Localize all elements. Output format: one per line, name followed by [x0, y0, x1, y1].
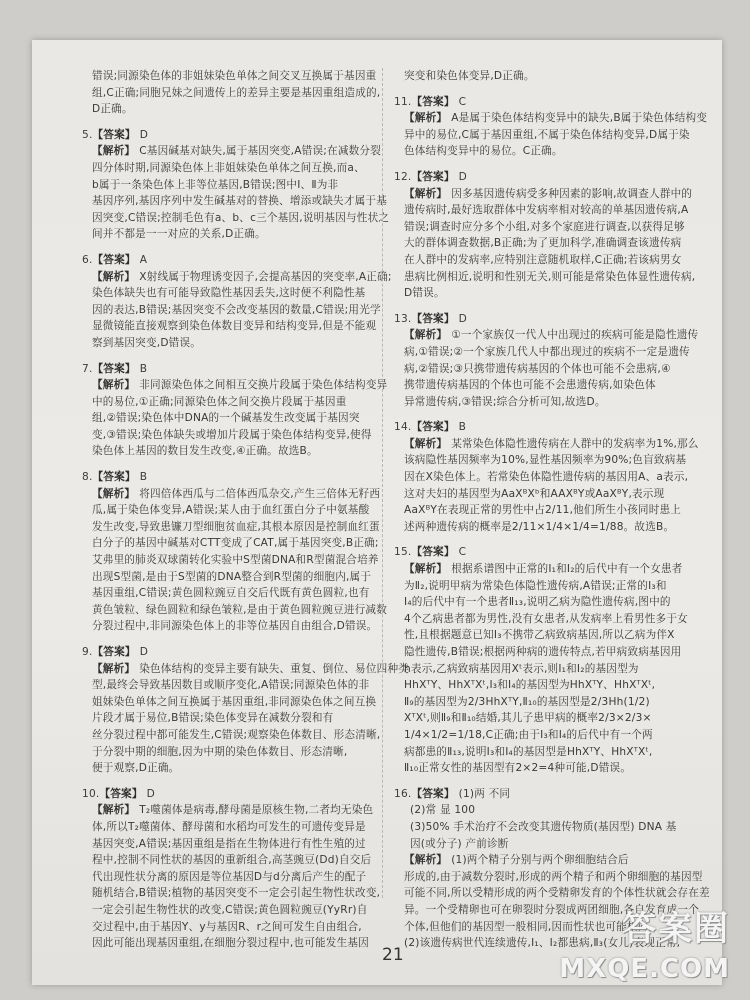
watermark-url: MXQE.COM — [559, 954, 730, 984]
question-number: 11. — [394, 95, 412, 108]
answer-tag: 【答案】 — [411, 787, 455, 800]
answer-line — [82, 644, 370, 661]
text-line: 异常遗传病,③错误;综合分析可知,故选D。 — [404, 395, 606, 408]
right-column — [394, 68, 710, 961]
text-line: 错误;调查时应分多个小组,对多个家庭进行调查,以获得足够 — [404, 220, 685, 233]
watermark-logo-text: 答案圈 — [622, 909, 730, 949]
text-line: AaXᴮY在表现正常的男性中占2/11,他们所生小孩同时患上 — [404, 504, 682, 517]
text-line: XᵀXᵗ,则Ⅱ₉和Ⅱ₁₀结婚,其儿子患甲病的概率2/3×2/3× — [404, 712, 652, 725]
text-line: 病,①错误;②一个家族几代人中都出现过的疾病不一定是遗传 — [404, 345, 690, 358]
explanation-tag: 【解析】 — [92, 379, 136, 392]
text-line — [394, 561, 694, 578]
answer-tag: 【答案】 — [411, 546, 455, 559]
text-line: 可能不同,所以受精形成的两个受精卵发育的个体性状就会存在差 — [404, 887, 710, 900]
text-line: 遗传病时,最好选取群体中发病率相对较高的单基因遗传病,A — [404, 204, 689, 217]
text-line: Ⅱ₁₀正常女性的基因型有2×2=4种可能,D错误。 — [404, 762, 632, 775]
text-line-content: 染色体结构的变异主要有缺失、重复、倒位、易位四种类 — [139, 662, 410, 675]
text-line-content: X射线属于物理诱变因子,会提高基因的突变率,A正确; — [139, 270, 392, 283]
text-line: 1/4×1/2=1/18,C正确;由于Ⅰ₃和Ⅰ₄的后代中有一个两 — [404, 728, 653, 741]
text-line: 型,最终会导致基因数目或顺序变化,A错误;同源染色体的非 — [92, 679, 370, 692]
text-line: D错误。 — [404, 287, 445, 300]
text-line: 染色体上基因的数目发生改变,④正确。故选B。 — [92, 445, 318, 458]
text-line: 在人群中的发病率,应特别注意随机取样,C正确;若该病男女 — [404, 253, 682, 266]
answer-line — [82, 361, 370, 378]
question-number: 12. — [394, 170, 412, 183]
text-line: 发生改变,导致患镰刀型细胞贫血症,其根本原因是控制血红蛋 — [92, 520, 380, 533]
question-block — [394, 169, 694, 302]
text-line — [82, 486, 381, 503]
question-block — [82, 786, 381, 952]
text-line — [394, 436, 699, 453]
answer-value: B — [139, 471, 148, 484]
text-line: 丝分裂过程中都可能发生,C错误;观察染色体数目、形态清晰, — [92, 728, 381, 741]
answer-tag: 【答案】 — [92, 253, 136, 266]
text-line: 为Ⅱ₂,说明甲病为常染色体隐性遗传病,A错误;正常的Ⅰ₃和 — [404, 579, 667, 592]
answer-value: D — [458, 312, 467, 325]
text-line — [394, 186, 694, 203]
question-number: 10. — [82, 787, 100, 800]
text-line — [394, 110, 708, 127]
text-line: 形成的,由于减数分裂时,形成的两个精子和两个卵细胞的基因型 — [404, 870, 703, 883]
text-line: 出现S型菌,是由于S型菌的DNA整合到R型菌的细胞内,属于 — [92, 570, 372, 583]
text-line-content: ①一个家族仅一代人中出现过的疾病可能是隐性遗传 — [451, 329, 699, 342]
text-line — [82, 143, 382, 160]
text-line: 因此可能出现基因重组,在细胞分裂过程中,也可能发生基因 — [92, 937, 369, 950]
explanation-tag: 【解析】 — [404, 437, 448, 450]
answer-value: D — [458, 170, 467, 183]
question-block — [82, 252, 392, 352]
text-line-content: A是属于染色体结构变异中的缺失,B属于染色体结构变 — [451, 112, 708, 125]
text-line: 分裂过程中,非同源染色体上的非等位基因自由组合,D错误。 — [92, 620, 378, 633]
question-block — [394, 419, 699, 535]
text-line: 述两种遗传病的概率是2/11×1/4×1/4=1/88。故选B。 — [404, 520, 675, 533]
text-line: 因突变,C错误;控制毛色有a、b、c三个基因,说明基因与性状之 — [92, 211, 390, 224]
answer-tag: 【答案】 — [411, 95, 455, 108]
text-line: 显微镜能直接观察到染色体数目变异和结构变异,但是不能观 — [92, 320, 377, 333]
answer-line — [394, 311, 694, 328]
text-line: 交过程中,由于基因Y、y与基因R、r之间可发生自由组合, — [92, 920, 362, 933]
text-line: b属于一条染色体上非等位基因,B错误;图中Ⅰ、Ⅱ为非 — [92, 178, 339, 191]
text-line-content: (1)两个精子分别与两个卵细胞结合后 — [451, 854, 629, 867]
explanation-tag: 【解析】 — [92, 487, 136, 500]
answer-line — [394, 786, 694, 803]
text-line: 变,③错误;染色体缺失或增加片段属于染色体结构变异,使得 — [92, 428, 372, 441]
text-line: 患病比例相近,说明和性别无关,则可能是常染色体显性遗传病, — [404, 270, 696, 283]
text-line-content: 根据系谱图中正常的Ⅰ₁和Ⅰ₂的后代中有一个女患者 — [451, 563, 683, 576]
text-line: 异中的易位,C属于基因重组,不属于染色体结构变异,D属于染 — [404, 128, 690, 141]
explanation-tag: 【解析】 — [404, 854, 448, 867]
answer-line — [394, 169, 694, 186]
answer-value: D — [139, 128, 149, 141]
text-line: 代出现性状分离的原因是等位基因D与d分离后产生的配子 — [92, 870, 367, 883]
text-line: 组,②错误;染色体中DNA的一个碱基发生改变属于基因突 — [92, 412, 360, 425]
answer-value: (1)两 不同 — [458, 787, 511, 800]
text-line: 中的易位,①正确;同源染色体之间交换片段属于基因重 — [92, 395, 347, 408]
explanation-tag: 【解析】 — [92, 804, 136, 817]
question-number: 9. — [82, 646, 93, 658]
text-line: 该病隐性基因频率为10%,显性基因频率为90%;色盲致病基 — [404, 454, 687, 467]
text-line: 隐性遗传,B错误;根据两种病的遗传特点,若甲病致病基因用 — [404, 646, 682, 658]
question-number: 8. — [82, 471, 93, 484]
text-line: 基因重组,C错误;黄色圆粒豌豆自交后代既有黄色圆粒,也有 — [92, 587, 370, 600]
column-divider — [382, 68, 383, 898]
text-line: 性,且根据题意已知Ⅰ₃不携带乙病致病基因,所以乙病为伴X — [404, 629, 675, 642]
text-line: D正确。 — [92, 103, 133, 116]
text-line — [82, 377, 388, 394]
answer-value: D — [146, 787, 155, 800]
sub-answer-line: 因(或分子) 产前诊断 — [410, 837, 509, 850]
answer-tag: 【答案】 — [411, 421, 455, 434]
page-number: 21 — [382, 945, 404, 965]
text-line: 组,C正确;同胞兄妹之间遗传上的差异主要是基因重组造成的, — [92, 86, 381, 99]
text-line: 四分体时期,同源染色体上非姐妹染色单体之间互换,而a、 — [92, 161, 365, 174]
text-line: 色体结构变异中的易位。C正确。 — [404, 145, 563, 158]
text-line: 因的表达,B错误;基因突变不会改变基因的数量,C错误;用光学 — [92, 303, 381, 316]
question-block — [394, 68, 694, 85]
text-line: Ⅰ₄的后代中有一个患者Ⅱ₁₃,说明乙病为隐性遗传病,图中的 — [404, 596, 671, 609]
question-block — [82, 644, 410, 777]
text-line: h表示,乙病致病基因用Xᵗ表示,则Ⅰ₁和Ⅰ₂的基因型为 — [404, 662, 639, 675]
question-block — [394, 544, 694, 776]
answer-line — [394, 94, 694, 111]
answer-tag: 【答案】 — [411, 170, 455, 183]
question-number: 7. — [82, 362, 93, 375]
text-line-content: C基因碱基对缺失,属于基因突变,A错误;在减数分裂 — [139, 145, 382, 158]
answer-value: A — [139, 253, 148, 266]
question-block — [82, 469, 387, 635]
text-line — [394, 852, 694, 869]
answer-line — [82, 127, 370, 144]
answer-value: C — [458, 95, 467, 108]
explanation-tag: 【解析】 — [404, 187, 448, 200]
text-line: 病都患的Ⅱ₁₃,说明Ⅰ₃和Ⅰ₄的基因型是HhXᵀY、HhXᵀXᵗ, — [404, 745, 653, 758]
text-line: 个体,但他们的基因型一般相同,因而性状也可能相同。 — [404, 920, 660, 933]
question-number: 6. — [82, 253, 93, 266]
text-line: 这对夫妇的基因型为AaXᴮXᵇ和AAXᴮY或AaXᴮY,表示现 — [404, 487, 665, 500]
question-block — [394, 311, 699, 411]
answer-tag: 【答案】 — [92, 646, 136, 658]
text-line: 片段才属于易位,B错误;染色体变异在减数分裂和有 — [92, 712, 334, 725]
answer-line — [394, 419, 694, 436]
text-line: 因在X染色体上。若常染色体隐性遗传病的基因用A、a表示, — [404, 471, 689, 484]
text-line: 4个乙病患者都为男性,没有女患者,从发病率上看男性多于女 — [404, 612, 688, 625]
explanation-tag: 【解析】 — [404, 112, 448, 125]
explanation-tag: 【解析】 — [404, 563, 448, 576]
answer-tag: 【答案】 — [92, 362, 136, 375]
text-line: 程中,控制不同性状的基因的重新组合,高茎豌豆(Dd)自交后 — [92, 854, 372, 867]
document-page — [32, 40, 722, 985]
question-number: 14. — [394, 421, 412, 434]
explanation-tag: 【解析】 — [92, 145, 136, 158]
answer-line — [82, 786, 370, 803]
text-line: 体,所以T₂噬菌体、酵母菌和水稻均可发生的可遗传变异是 — [92, 820, 366, 833]
question-number: 13. — [394, 312, 412, 325]
answer-value: B — [139, 362, 148, 375]
text-line: 一定会引起生物性状的改变,C错误;黄色圆粒豌豆(YyRr)自 — [92, 903, 368, 916]
text-line: 艾弗里的肺炎双球菌转化实验中S型菌DNA和R型菌混合培养 — [92, 554, 379, 567]
text-line: 察到基因突变,D错误。 — [92, 336, 202, 349]
text-line — [82, 661, 410, 678]
question-number: 5. — [82, 128, 93, 141]
text-line — [394, 327, 699, 344]
explanation-tag: 【解析】 — [92, 270, 136, 283]
question-block — [82, 68, 381, 118]
text-line: 黄色皱粒、绿色圆粒和绿色皱粒,是由于黄色圆粒豌豆进行减数 — [92, 603, 387, 616]
text-line: 携带遗传病基因的个体也可能不会患遗传病,如染色体 — [404, 379, 656, 392]
answer-tag: 【答案】 — [92, 471, 136, 484]
text-line: 于分裂中期的细胞,因为中期的染色体数目、形态清晰, — [92, 745, 348, 758]
question-number: 15. — [394, 546, 412, 559]
text-line: 异。一个受精卵也可在卵裂时分裂成两团细胞,各自发育成一个 — [404, 903, 699, 916]
question-block — [394, 94, 708, 160]
text-line: HhXᵀY、HhXᵀXᵗ,Ⅰ₃和Ⅰ₄的基因型为HhXᵀY、HhXᵀXᵗ, — [404, 679, 656, 692]
text-line: 间并不都是一一对应的关系,D正确。 — [92, 228, 266, 241]
text-line: Ⅱ₉的基因型为2/3HhXᵀY,Ⅱ₁₀的基因型是2/3Hh(1/2) — [404, 695, 650, 708]
text-line: 染色体缺失也有可能导致隐性基因丢失,这时便不利隐性基 — [92, 287, 366, 300]
text-line-content: 某常染色体隐性遗传病在人群中的发病率为1%,那么 — [451, 437, 699, 450]
watermark-logo — [559, 909, 742, 994]
text-line — [82, 802, 374, 819]
text-line: 瓜,属于染色体变异,A错误;某人由于血红蛋白分子中氨基酸 — [92, 504, 370, 517]
text-line-content: T₂噬菌体是病毒,酵母菌是原核生物,二者均无染色 — [139, 804, 374, 817]
answer-tag: 【答案】 — [411, 312, 455, 325]
text-line-content: 非同源染色体之间相互交换片段属于染色体结构变异 — [139, 379, 388, 392]
answer-tag: 【答案】 — [99, 787, 143, 800]
text-line: 基因突变,A错误;基因重组是指在生物体进行有性生殖的过 — [92, 837, 366, 850]
question-number: 16. — [394, 787, 412, 800]
answer-line — [82, 252, 370, 269]
sub-answer-line: (3)50% 手术治疗不会改变其遗传物质(基因型) DNA 基 — [410, 820, 677, 833]
text-line: 大的群体调查数据,B正确;为了更加科学,准确调查该遗传病 — [404, 237, 682, 250]
sub-answer-line: (2)常 显 100 — [410, 804, 476, 817]
explanation-tag: 【解析】 — [404, 329, 448, 342]
text-line: 姐妹染色单体之间互换属于基因重组,非同源染色体之间互换 — [92, 695, 377, 708]
answer-line — [82, 469, 370, 486]
text-line: 随机结合,B错误;植物的基因突变不一定会引起生物性状改变, — [92, 887, 381, 900]
answer-line — [394, 544, 694, 561]
text-line-content: 将四倍体西瓜与二倍体西瓜杂交,产生三倍体无籽西 — [139, 487, 381, 500]
answer-value: B — [458, 421, 467, 434]
question-block — [82, 361, 388, 461]
explanation-tag: 【解析】 — [92, 662, 136, 675]
text-line: 错误;同源染色体的非姐妹染色单体之间交叉互换属于基因重 — [92, 70, 377, 82]
text-line: 基因序列,基因序列中发生碱基对的替换、增添或缺失才属于基 — [92, 195, 387, 208]
text-line: 便于观察,D正确。 — [92, 762, 180, 775]
text-line-content: 因多基因遗传病受多种因素的影响,故调查人群中的 — [451, 187, 693, 200]
answer-value: C — [458, 546, 467, 559]
question-block — [82, 127, 390, 243]
answer-value: D — [139, 646, 149, 658]
text-line — [82, 269, 392, 286]
text-line: 病,②错误;③只携带遗传病基因的个体也可能不会患病,④ — [404, 362, 671, 375]
text-line: (2)该遗传病世代连续遗传,Ⅰ₁、Ⅰ₂都患病,Ⅱ₃(女儿)表现正常, — [404, 937, 681, 950]
answer-tag: 【答案】 — [92, 128, 136, 141]
text-line: 突变和染色体变异,D正确。 — [404, 70, 535, 82]
text-line: 白分子的基因中碱基对CTT变成了CAT,属于基因突变,B正确; — [92, 537, 379, 550]
